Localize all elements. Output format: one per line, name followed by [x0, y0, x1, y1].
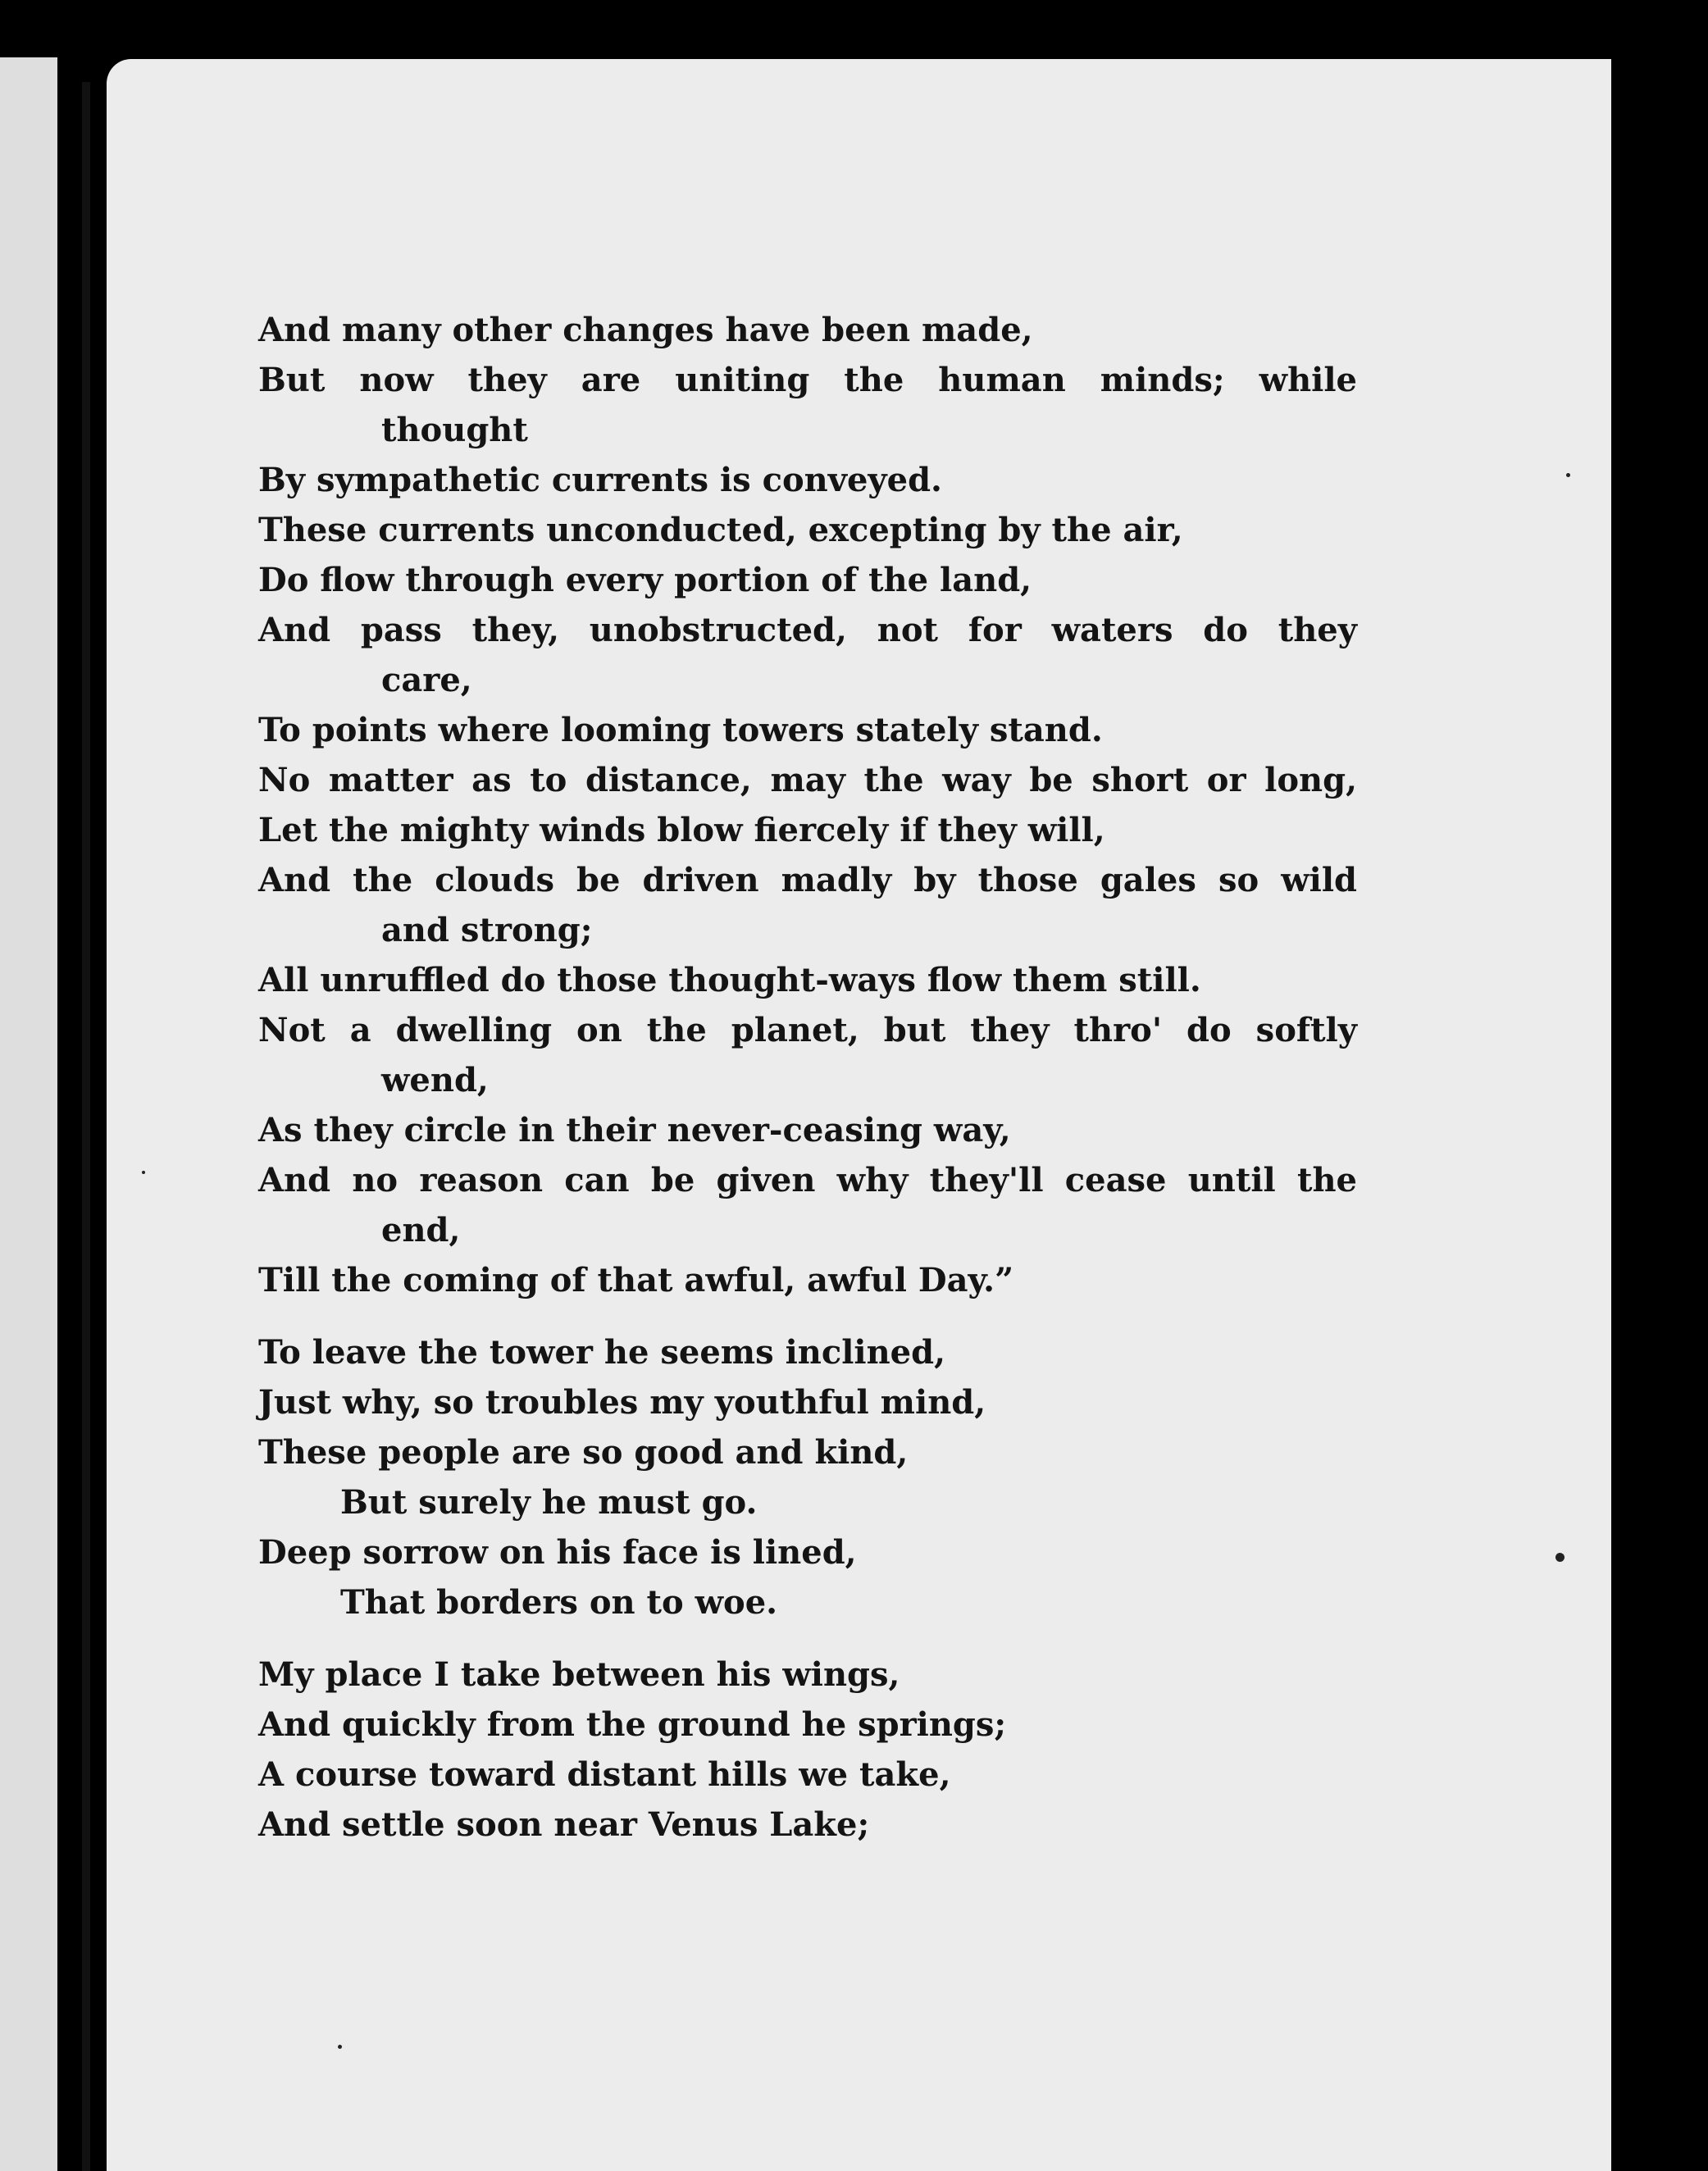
- scan-speck: [1566, 473, 1570, 477]
- stanza: [258, 1327, 1357, 1627]
- poem-line: These currents unconducted, excepting by the air,: [258, 511, 1183, 549]
- poem-line: By sympathetic currents is conveyed.: [258, 461, 942, 499]
- poem-line: To leave the tower he seems inclined,: [258, 1333, 946, 1372]
- poem-line: And pass they, unobstructed, not for waters do they: [258, 611, 1357, 649]
- poem-line: Just why, so troubles my youthful mind,: [258, 1383, 986, 1422]
- left-page-edge: [0, 57, 57, 2171]
- scan-speck: [338, 2045, 342, 2049]
- poem-line: Till the coming of that awful, awful Day.”: [258, 1261, 1014, 1299]
- poem-line: end,: [381, 1211, 461, 1249]
- poem-line: These people are so good and kind,: [258, 1433, 909, 1472]
- poem-line: Not a dwelling on the planet, but they thro' do softly: [258, 1011, 1357, 1049]
- poem-line: But surely he must go.: [340, 1483, 758, 1522]
- poem-line: Deep sorrow on his face is lined,: [258, 1533, 857, 1572]
- poem-body: [258, 305, 1357, 1850]
- poem-line: Let the mighty winds blow fiercely if they will,: [258, 811, 1105, 849]
- scan-speck: [142, 1171, 145, 1174]
- poem-line: and strong;: [381, 911, 593, 949]
- poem-line: wend,: [381, 1061, 489, 1099]
- book-spine: [82, 82, 90, 2171]
- poem-line: Do flow through every portion of the land,: [258, 561, 1032, 599]
- poem-line: A course toward distant hills we take,: [258, 1755, 951, 1794]
- poem-line: As they circle in their never-ceasing way,: [258, 1111, 1011, 1149]
- poem-line: But now they are uniting the human minds; while: [258, 361, 1357, 399]
- poem-line: My place I take between his wings,: [258, 1655, 900, 1694]
- poem-line: And many other changes have been made,: [258, 311, 1033, 349]
- poem-line: thought: [381, 411, 528, 449]
- poem-line: No matter as to distance, may the way be short or long,: [258, 761, 1357, 799]
- poem-line: To points where looming towers stately stand.: [258, 711, 1103, 749]
- poem-line: That borders on to woe.: [340, 1583, 778, 1622]
- stanza: [258, 305, 1357, 1305]
- poem-line: And the clouds be driven madly by those gales so wild: [258, 861, 1357, 899]
- scan-speck: [1555, 1553, 1565, 1562]
- poem-line: All unruffled do those thought-ways flow them still.: [258, 961, 1201, 999]
- stanza: [258, 1650, 1357, 1850]
- poem-line: And quickly from the ground he springs;: [258, 1705, 1007, 1744]
- poem-line: And no reason can be given why they'll cease until the: [258, 1161, 1357, 1199]
- poem-line: care,: [381, 661, 472, 699]
- poem-line: And settle soon near Venus Lake;: [258, 1805, 870, 1844]
